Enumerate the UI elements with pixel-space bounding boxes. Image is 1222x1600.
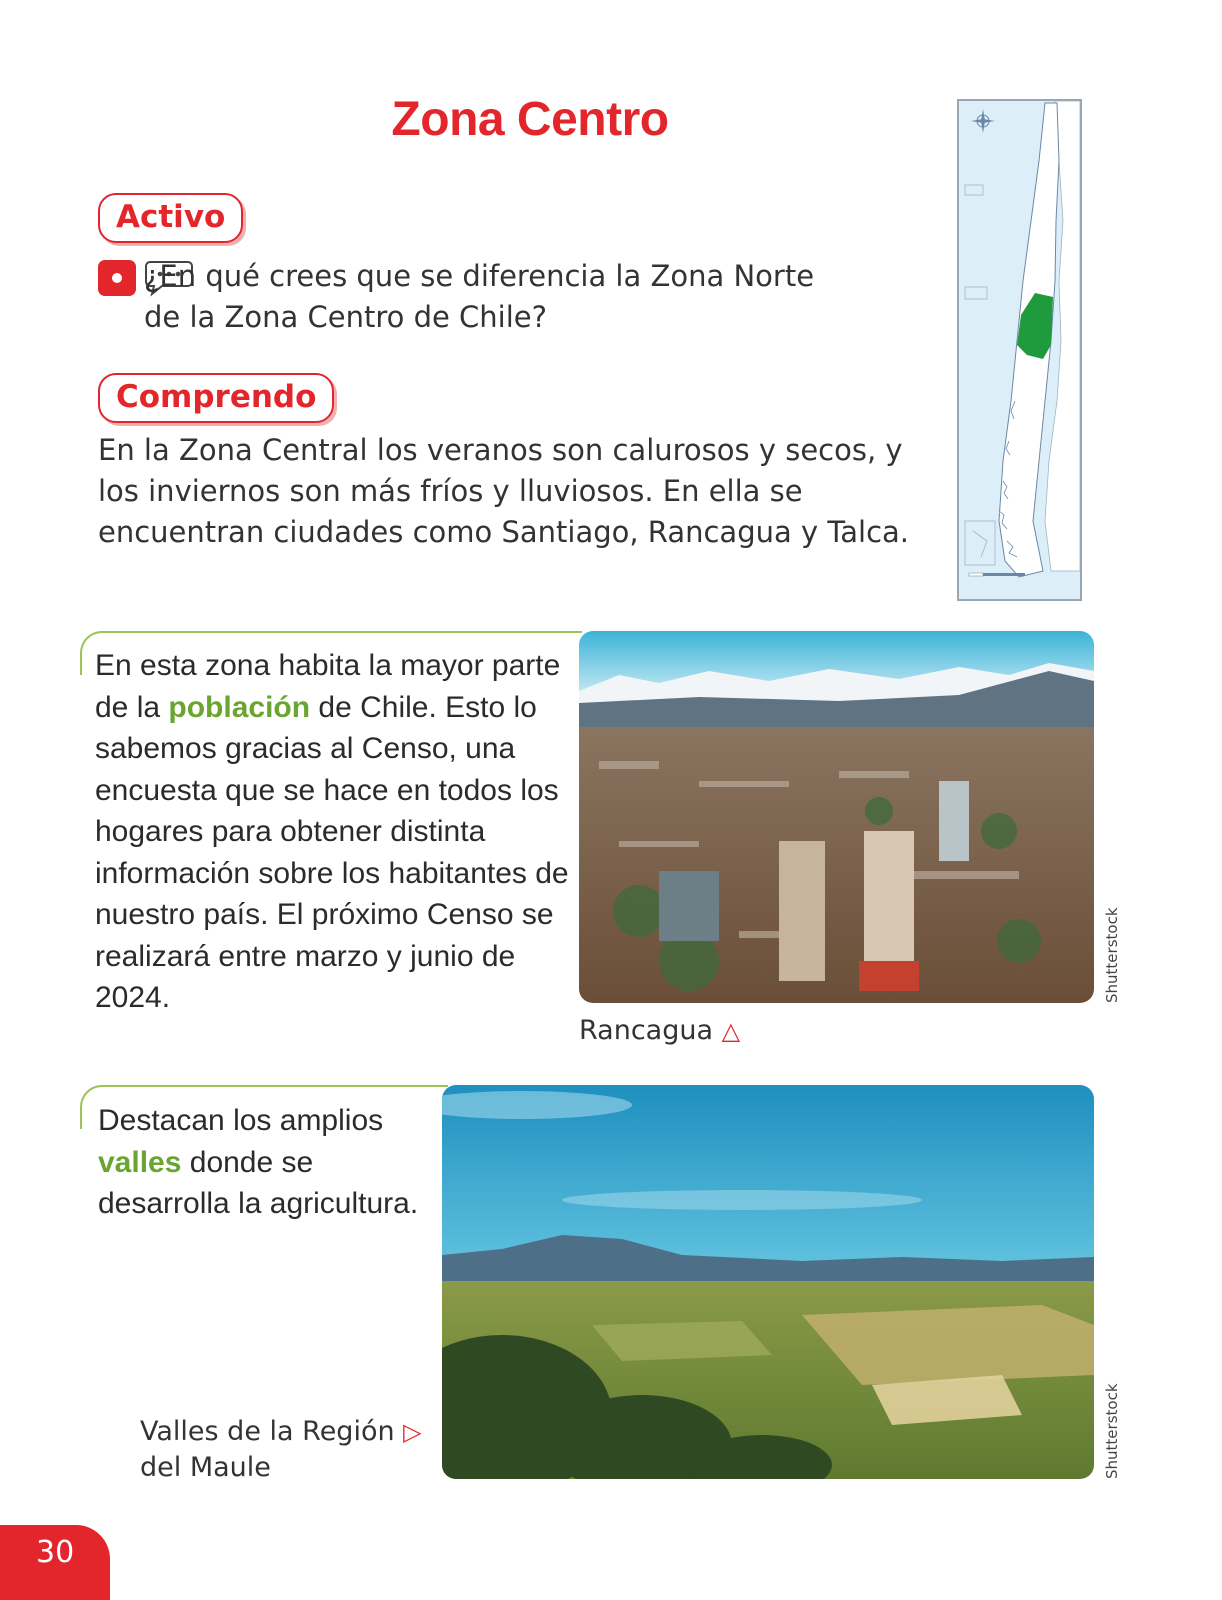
page-number: 30 xyxy=(0,1525,110,1600)
record-icon[interactable] xyxy=(98,260,136,296)
section-1-text-before: En esta zona habita la mayor parte de la xyxy=(95,649,561,724)
rancagua-caption-text: Rancagua xyxy=(579,1015,714,1046)
keyword-poblacion: población xyxy=(168,690,311,724)
section-2-text-after: donde se desarrolla la agricultura. xyxy=(98,1145,419,1220)
section-2-text-before: Destacan los amplios xyxy=(98,1104,384,1137)
question-line-1: ¿En qué crees que se diferencia la Zona Norte xyxy=(144,259,815,293)
triangle-up-icon: △ xyxy=(721,1017,741,1045)
maule-valley-photo xyxy=(442,1085,1094,1479)
activo-tag: Activo xyxy=(98,193,243,243)
section-2-paragraph xyxy=(98,1100,428,1225)
comprendo-paragraph: En la Zona Central los veranos son calurosos y secos, y los inviernos son más fríos y lluviosos. En ella se encuentran ciudades como Santiago, Rancagua y Talca. xyxy=(98,433,910,549)
rancagua-caption xyxy=(579,1013,740,1049)
keyword-valles: valles xyxy=(98,1145,182,1179)
section-1-text-after: de Chile. Esto lo sabemos gracias al Censo, una encuesta que se hace en todos los hogares para obtener distinta información sobre los habitantes de nuestro país. El próximo Censo se realizará entre marzo y junio de 2024. xyxy=(95,690,569,1014)
maule-caption-text-line2: del Maule xyxy=(140,1452,271,1483)
triangle-right-icon: ▷ xyxy=(403,1418,422,1446)
maule-caption xyxy=(140,1414,440,1485)
activo-question xyxy=(144,256,924,338)
chile-map xyxy=(957,99,1082,601)
maule-caption-text: Valles de la Región xyxy=(140,1416,395,1447)
comprendo-tag: Comprendo xyxy=(98,373,334,423)
chile-map-graphic xyxy=(959,101,1080,599)
section-1-paragraph xyxy=(95,645,575,1019)
page-title: Zona Centro xyxy=(391,93,669,146)
photo-credit-2: Shutterstock xyxy=(1103,1383,1121,1479)
rancagua-photo xyxy=(579,631,1094,1003)
question-line-2: de la Zona Centro de Chile? xyxy=(144,300,548,334)
photo-credit-1: Shutterstock xyxy=(1103,907,1121,1003)
